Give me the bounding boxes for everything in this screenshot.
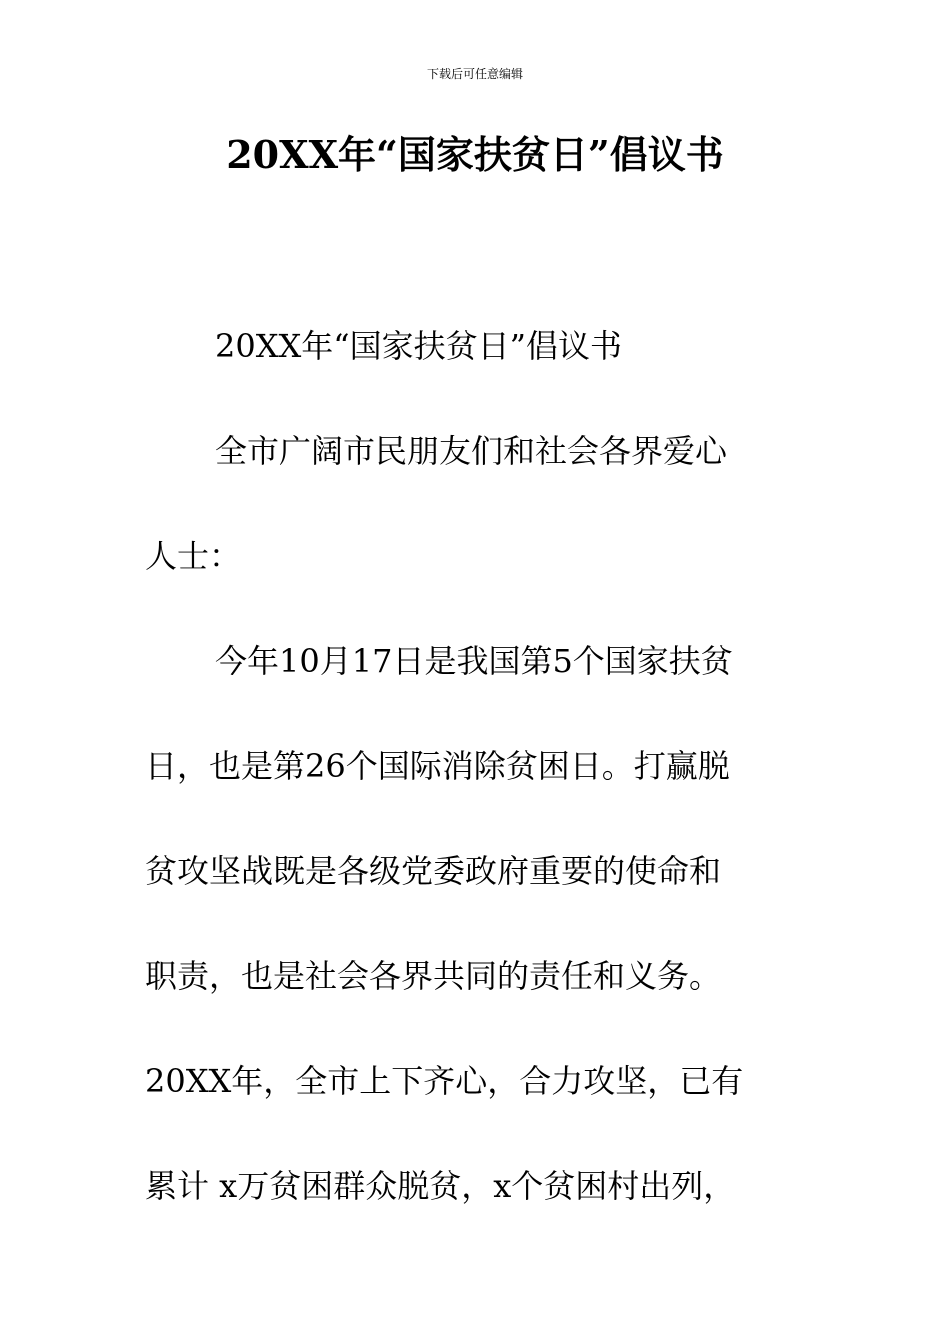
body-line-paragraph: 贫攻坚战既是各级党委政府重要的使命和 <box>145 852 722 890</box>
body-line-subtitle: 20XX年“国家扶贫日”倡议书 <box>215 327 623 365</box>
body-line-paragraph: 累计 x万贫困群众脱贫，x个贫困村出列， <box>145 1167 736 1205</box>
body-line-salutation-end: 人士： <box>145 537 242 575</box>
body-line-paragraph: 今年10月17日是我国第5个国家扶贫 <box>215 642 733 680</box>
header-note: 下载后可任意编辑 <box>426 67 523 81</box>
body-line-paragraph: 20XX年，全市上下齐心，合力攻坚，已有 <box>145 1062 744 1100</box>
body-line-salutation: 全市广阔市民朋友们和社会各界爱心 <box>215 432 728 470</box>
body-line-paragraph: 日，也是第26个国际消除贫困日。打赢脱 <box>145 747 730 785</box>
document-body <box>145 294 810 1239</box>
document-title: 20XX年“国家扶贫日”倡议书 <box>226 132 724 177</box>
body-line-paragraph: 职责，也是社会各界共同的责任和义务。 <box>145 957 722 995</box>
